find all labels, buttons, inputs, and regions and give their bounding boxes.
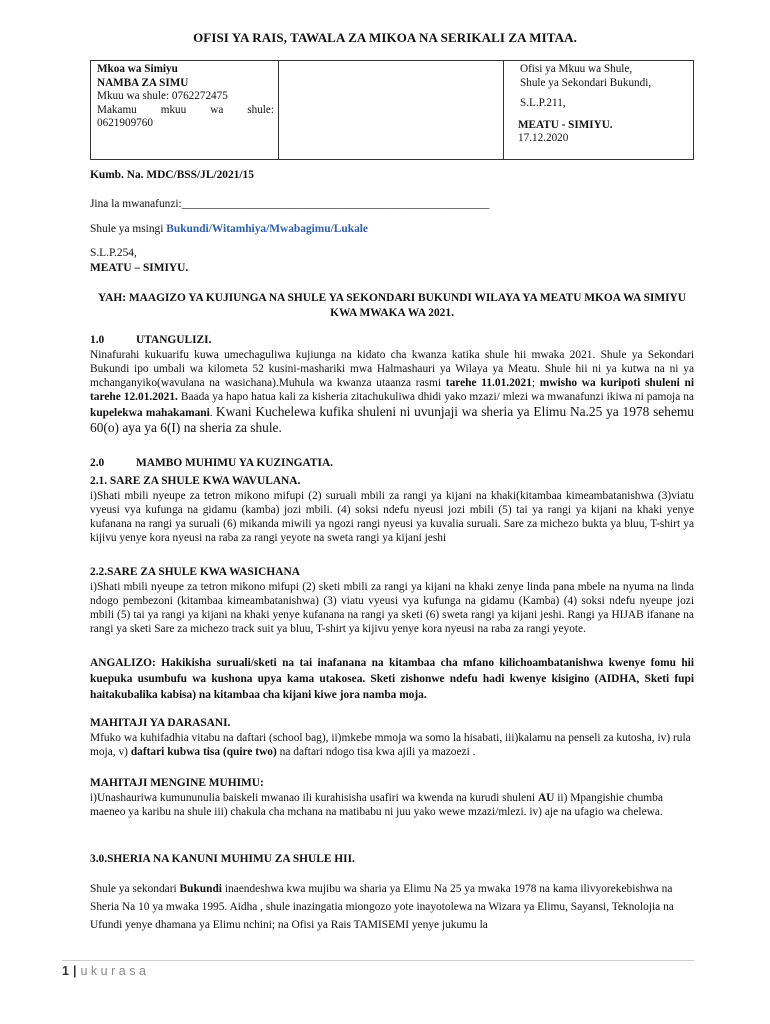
boys-uniform-text: i)Shati mbili nyeupe za tetron mikono mifupi (2) suruali mbili za rangi ya kijani na khaki(kitambaa kimeambatanishwa (3)viatu vyeusi vya kufunga na gidamu (kamba) jozi mbili. (4) soksi ndefu nyeusi jozi mbili (5) tai ya rangi ya kijani na khaki yenye kufanana na rangi ya suruali (6) mikanda miwili ya ngozi rangi nyeusi ya kuvalia suruali. Sare za michezo bukta ya bluu, T-shirt ya kijivu yenye kora nyeusi na raba za rangi yeyote na sweta rangi ya kijani jeshi: [90, 490, 694, 544]
classroom-needs-part-2: na daftari ndogo tisa kwa ajili ya mazoezi .: [276, 746, 476, 758]
letterhead-contacts: [91, 61, 279, 159]
office-name: Ofisi ya Mkuu wa Shule,: [520, 63, 633, 75]
other-needs-text: [90, 791, 694, 819]
primary-school-prefix: Shule ya msingi: [90, 223, 167, 235]
letterhead-logo-cell: [279, 61, 504, 159]
page-footer: [62, 964, 149, 978]
rules-text-1: Shule ya sekondari: [90, 883, 180, 895]
region-name: Mkoa wa Simiyu: [97, 63, 178, 75]
reference-number: Kumb. Na. MDC/BSS/JL/2021/15: [90, 169, 254, 181]
school-location: MEATU - SIMIYU.: [518, 118, 613, 131]
rules-text-2: inaendeshwa kwa mujibu wa sharia ya Elimu Na 25 ya mwaka 1978 na kama ilivyorekebishwa na Sheria Na 10 ya mwaka 1995. Aidha , shule inazingatia miongozo yote inayotolewa na Wizara ya Elimu, Sayansi, Teknolojia na Ufundi yenye dhamana ya Elimu nchini; na Ofisi ya Rais TAMISEMI yenye jukumu la: [90, 883, 674, 931]
section-2-title: MAMBO MUHIMU YA KUZINGATIA.: [136, 457, 334, 469]
deputy-label: [97, 104, 274, 118]
boys-uniform-heading: 2.1. SARE ZA SHULE KWA WAVULANA.: [90, 475, 301, 487]
footer-divider: [62, 960, 694, 961]
section-1-paragraph: [90, 348, 694, 436]
letterhead-address: [504, 61, 693, 159]
school-name-bold: Bukundi: [179, 883, 222, 895]
section-3-paragraph: [90, 880, 694, 934]
deputy-word-1: Makamu: [97, 103, 137, 116]
intro-text-1: Ninafurahi kukuarifu kuwa umechaguliwa kujiunga na kidato cha kwanza katika shule hii mwaka 2021. Shule ya Sekondari Bukundi ipo umbali wa kilometa 52 kusini-mashariki mwa Halmashauri ya Wilaya ya Meatu. Shule hii ni ya kutwa na ni ya mchanganyiko(wavulana na wasichana).Muhula wa kwanza utaanza rasmi: [90, 349, 694, 389]
primary-school-line: [90, 222, 694, 236]
subject-line: YAH: MAAGIZO YA KUJIUNGA NA SHULE YA SEKONDARI BUKUNDI WILAYA YA MEATU MKOA WA SIMIYU KWA MWAKA WA 2021.: [98, 292, 686, 319]
phone-heading: NAMBA ZA SIMU: [97, 76, 189, 89]
section-2-number: 2.0: [90, 457, 105, 469]
page-number: 1: [62, 964, 69, 978]
intro-text-4: .: [209, 407, 216, 419]
document-title: OFISI YA RAIS, TAWALA ZA MIKOA NA SERIKALI ZA MITAA.: [193, 30, 577, 45]
section-1-heading: [90, 333, 694, 347]
intro-text-3: Baada ya hapo hatua kali za kisheria zitachukuliwa dhidi yako mzazi/ mlezi wa mwanafunzi ikiwa ni pamoja na: [177, 391, 694, 403]
start-date: tarehe 11.01.2021: [445, 377, 532, 389]
school-name: Shule ya Sekondari Bukundi,: [520, 76, 652, 89]
page-label: ukurasa: [80, 964, 150, 978]
section-2-heading: [90, 456, 694, 470]
other-needs-heading: MAHITAJI MENGINE MUHIMU:: [90, 777, 264, 789]
girls-uniform-text: i)Shati mbili nyeupe za tetron mikono mifupi (2) sketi mbili za rangi ya kijani na khaki zenye linda pana mbele na nyuma na linda ndogo pembezoni (kitambaa kimeambatanishwa) (3) viatu vyeusi vya kufunga na gidamu (Kamba) (4) soksi ndefu nyeupe jozi mbili (5) tai ya rangi ya kijani na khaki yenye kufanana na rangi ya sketi (6) sweta rangi ya kijani jeshi. Rangi ya HIJAB ifanane na rangi ya sketi Sare za michezo track suit ya bluu, T-shirt ya kijivu yenye kora nyeusi na raba za rangi yeyote.: [90, 581, 694, 635]
letterhead-table: [90, 60, 694, 160]
deputy-phone: 0621909760: [97, 117, 153, 129]
or-word: AU: [537, 792, 555, 804]
other-needs-part-2: ii) Mpangishie chumba maeneo ya karibu na shule iii) chakula cha mchana na matibabu ni juu yako wewe mzazi/mlezi. iv) aje na ufagio wa chelewa.: [90, 792, 663, 818]
deputy-word-4: shule:: [247, 103, 274, 116]
classroom-needs-text: [90, 731, 694, 759]
exercise-books: daftari kubwa tisa (quire two): [130, 746, 277, 758]
recipient-location: MEATU – SIMIYU.: [90, 262, 189, 274]
court-warning: kupelekwa mahakamani: [90, 407, 210, 419]
student-name-line: Jina la mwanafunzi:______________________________________________________: [90, 198, 490, 210]
girls-uniform-heading: 2.2.SARE ZA SHULE KWA WASICHANA: [90, 566, 300, 578]
letter-date: 17.12.2020: [518, 132, 569, 144]
section-1-title: UTANGULIZI.: [136, 334, 212, 346]
law-reference: Kwani Kuchelewa kufika shuleni ni uvunjaji wa sheria ya Elimu Na.25 ya 1978 sehemu 60(o) aya ya 6(I) na sheria za shule.: [90, 404, 694, 435]
reporting-deadline: mwisho wa kuripoti shuleni ni tarehe 12.01.2021.: [90, 377, 695, 403]
classroom-needs-part-1: Mfuko wa kuhifadhia vitabu na daftari (school bag), ii)mkebe mmoja wa somo la hisabati, iii)kalamu na penseli za kutosha, iv) rula moja, v): [90, 732, 691, 758]
school-po-box: S.L.P.211,: [520, 97, 566, 109]
section-3-heading: 3.0.SHERIA NA KANUNI MUHIMU ZA SHULE HII.: [90, 853, 355, 865]
deputy-word-2: mkuu: [160, 103, 187, 116]
headmaster-phone: Mkuu wa shule: 0762272475: [97, 90, 228, 102]
classroom-needs-heading: MAHITAJI YA DARASANI.: [90, 717, 231, 729]
warning-note: ANGALIZO: Hakikisha suruali/sketi na tai inafanana na kitambaa cha mfano kilichoambatanishwa kwenye fomu hii kuepuka usumbufu wa kushona upya kama utakosea. Sketi zishonwe ndefu hadi kwenye kisigino (AIDHA, Sketi fupi haitakubalika kabisa) na kitambaa cha kijani kiwe jora namba moja.: [90, 657, 694, 701]
other-needs-part-1: i)Unashauriwa kumununulia baiskeli mwanao ili kurahisisha usafiri wa kwenda na kurudi shuleni: [90, 792, 538, 804]
deputy-word-3: wa: [210, 103, 224, 116]
footer-separator: |: [72, 964, 77, 978]
recipient-po-box: S.L.P.254,: [90, 247, 137, 259]
primary-school-names: Bukundi/Witamhiya/Mwabagimu/Lukale: [166, 223, 368, 235]
section-1-number: 1.0: [90, 334, 105, 346]
intro-text-2: ;: [531, 377, 540, 389]
